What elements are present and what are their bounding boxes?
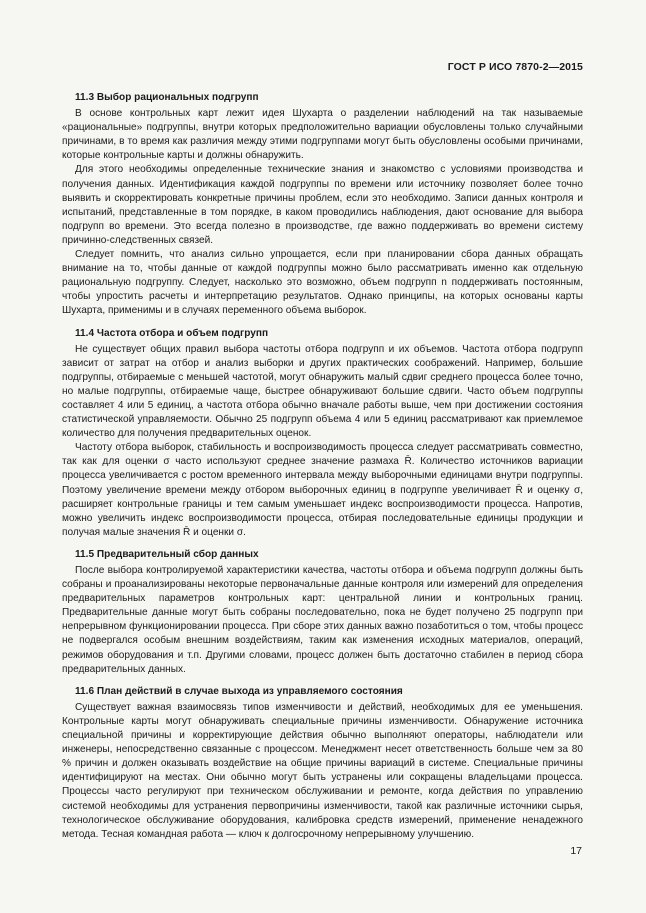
section-title: 11.5 Предварительный сбор данных [75,548,259,560]
section-title: 11.4 Частота отбора и объем подгрупп [75,327,269,339]
page-number: 17 [570,845,582,857]
document-body [62,91,583,850]
paragraph: В основе контрольных карт лежит идея Шухарта о разделении наблюдений на так называемые «рациональные» подгруппы, внутри которых предположительно вариации обусловлены только случайными причинами, в то время как различия между этими подгруппами могут быть обусловлены особыми причинами, которые контрольные карты и должны обнаружить. [62,108,583,162]
paragraph: Частоту отбора выборок, стабильность и воспроизводимость процесса следует рассматривать совместно, так как для оценки σ часто используют среднее значение размаха R̄. Количество источников вариации процесса увеличивается с ростом временного интервала между выборочными единицами внутри подгруппы. Поэтому увеличение времени между отбором выборочных единиц в подгруппе увеличивает R̄ и оценку σ, расширяет контрольные границы и тем самым уменьшает индекс воспроизводимости процесса. Напротив, можно увеличить индекс воспроизводимости процесса, отбирая последовательные единицы продукции и получая малые значения R̄ и оценки σ. [62,442,583,538]
paragraph: Существует важная взаимосвязь типов изменчивости и действий, необходимых для ее уменьшения. Контрольные карты могут обнаруживать специальные причины изменчивости. Обнаружение источника специальной причины и корректирующие действия обычно выполняют операторы, наблюдатели или инженеры, непосредственно связанные с процессом. Менеджмент несет ответственность больше чем за 80 % причин и должен оказывать воздействие на общие причины вариаций в системе. Специальные причины идентифицируют на местах. Они обычно могут быть устранены или сокращены владельцами процесса. Процессы часто регулируют при техническом обслуживании и ремонте, когда действия по управлению системой необходимы для устранения первопричины изменчивости, такой как различные источники сырья, технологическое обслуживание оборудования, калибровка средств измерений, применение ненадежного метода. Тесная командная работа — ключ к долгосрочному непрерывному улучшению. [62,701,583,840]
section-11-5 [62,548,583,677]
document-header: ГОСТ Р ИСО 7870-2—2015 [447,61,583,73]
section-title: 11.6 План действий в случае выхода из управляемого состояния [75,685,403,697]
paragraph: После выбора контролируемой характеристики качества, частоты отбора и объема подгрупп должны быть собраны и проанализированы некоторые первоначальные данные контроля или измерений для определения предварительных параметров контрольных карт: центральной линии и контрольных границ. Предварительные данные могут быть собраны последовательно, пока не будет получено 25 подгрупп при непрерывном функционировании процесса. При сборе этих данных важно позаботиться о том, чтобы процесс не подвергался особым внешним воздействиям, таким как изменения исходных материалов, операций, режимов оборудования и т.п. Другими словами, процесс должен быть достаточно стабилен в период сбора предварительных данных. [62,565,583,675]
section-11-4 [62,327,583,540]
section-11-3 [62,91,583,319]
section-title: 11.3 Выбор рациональных подгрупп [75,92,259,103]
paragraph: Для этого необходимы определенные технические знания и знакомство с условиями производства и получения данных. Идентификация каждой подгруппы по времени или источнику позволяет более точно выявить и скорректировать конкретные причины проблем, если это необходимо. Записи данных контроля и испытаний, представленные в том порядке, в каком проводились наблюдения, дают основание для выбора подгрупп во времени. Это всегда полезно в производстве, где важно поддерживать во времени систему причинно-следственных связей. [62,164,583,246]
paragraph: Не существует общих правил выбора частоты отбора подгрупп и их объемов. Частота отбора подгрупп зависит от затрат на отбор и анализ выборки и других практических соображений. Например, большие подгруппы, отбираемые с меньшей частотой, могут обнаружить малый сдвиг среднего процесса более точно, но малые подгруппы, отбираемые чаще, быстрее обнаруживают большие сдвиги. Часто объем подгруппы составляет 4 или 5 единиц, а частота отбора обычно вначале работы выше, чем при достижении состояния статистической управляемости. Обычно 25 подгрупп объема 4 или 5 единиц рассматривают как приемлемое количество для получения предварительных оценок. [62,343,583,440]
section-11-6 [62,685,583,842]
paragraph: Следует помнить, что анализ сильно упрощается, если при планировании сбора данных обращать внимание на то, чтобы данные от каждой подгруппы можно было рассматривать именно как отдельную рациональную подгруппу. Следует, насколько это возможно, объем подгрупп n поддерживать постоянным, чтобы упростить расчеты и интерпретацию результатов. Однако принципы, на которых основаны карты Шухарта, применимы и в случаях переменного объема выборок. [62,249,583,317]
